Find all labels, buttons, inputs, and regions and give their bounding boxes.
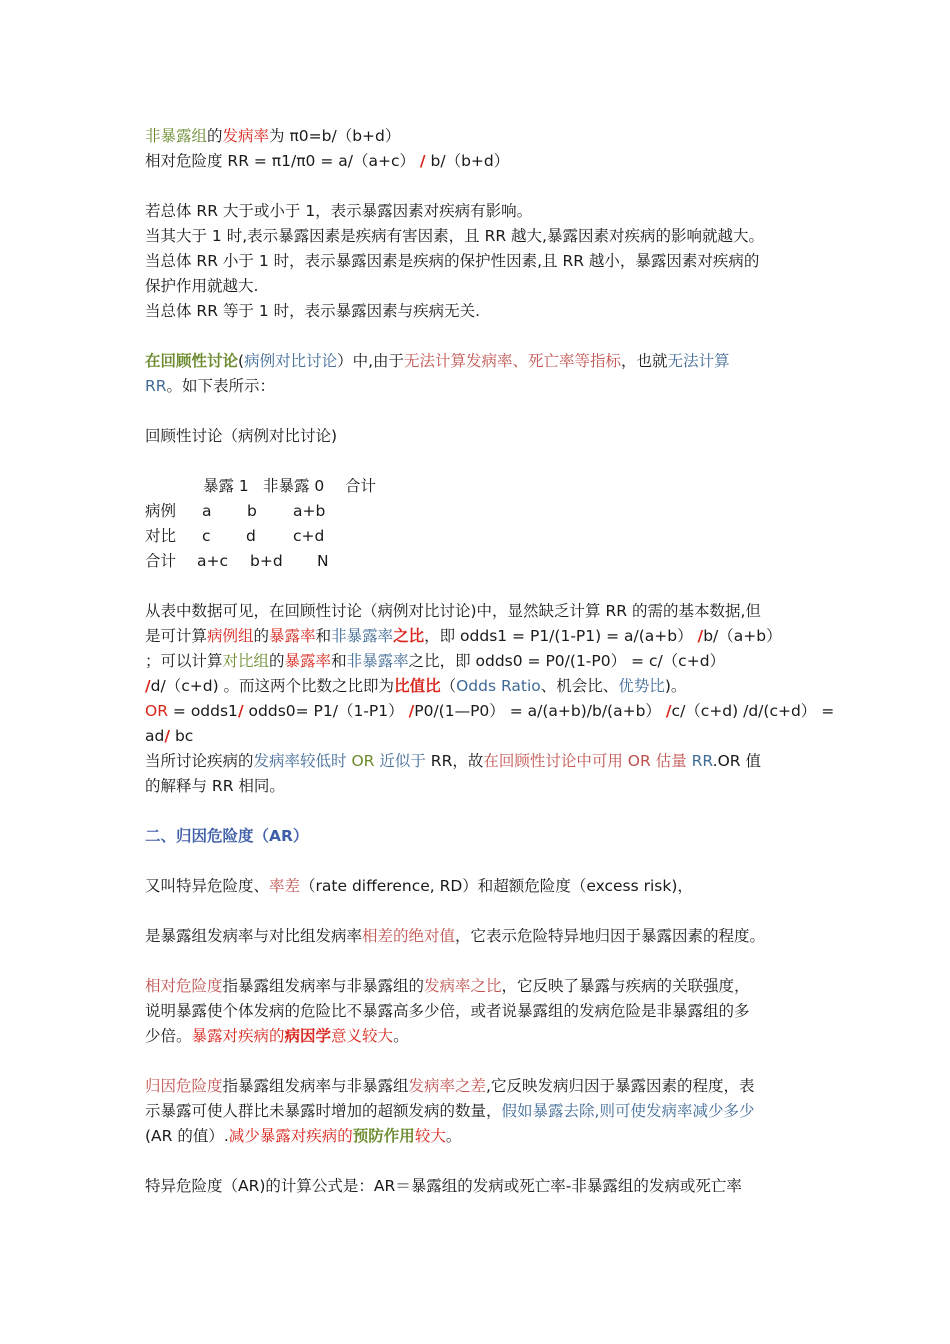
line-odds-ratio-def: [145, 674, 686, 699]
text-run: /: [419, 152, 426, 170]
line-rr-explanation-end: [145, 1024, 409, 1049]
text-run: 之比: [393, 627, 425, 645]
text-run: ad: [145, 727, 165, 745]
text-run: 无法计算发病率、死亡率等指标: [404, 352, 622, 370]
text-run: 近似于: [379, 752, 426, 770]
text-run: 说明暴露使个体发病的危险比不暴露高多少倍，或者说暴露组的发病危险是非暴露组的多: [145, 1002, 750, 1020]
text-run: 之比，即 odds0 = P0/(1-P0） = c/（c+d）: [408, 652, 726, 670]
line-table-analysis: [145, 599, 761, 624]
line-rr-explanation-cont: [145, 999, 750, 1024]
text-run: 病例对比讨论: [244, 352, 338, 370]
line-ar-definition: [145, 924, 765, 949]
line-or-estimate: [145, 749, 761, 774]
line-ar-formula: [145, 1174, 742, 1199]
section-heading-ar: [145, 824, 308, 849]
text-run: c/（c+d) /d/(c+d） =: [671, 702, 835, 720]
text-run: 估量: [655, 752, 687, 770]
text-run: 当其大于 1 时,表示暴露因素是疾病有害因素，且 RR 越大,暴露因素对疾病的影响就越大。: [145, 227, 764, 245]
text-run: 无法计算: [667, 352, 730, 370]
line-rr-equal: [145, 299, 480, 324]
text-run: 病例组: [207, 627, 254, 645]
table-caption: [145, 424, 337, 449]
line-rr-greater: [145, 224, 764, 249]
line-ar-explanation: [145, 1074, 754, 1099]
text-run: ，故: [452, 752, 484, 770]
text-run: ；可以计算: [145, 652, 223, 670]
text-run: 。: [445, 1127, 462, 1145]
text-run: RR: [145, 377, 167, 395]
line-ar-explanation-cont: [145, 1099, 754, 1124]
table-row-label: 对比: [145, 527, 177, 545]
text-run: d/（c+d) 。而这两个比数之比即为: [150, 677, 395, 695]
text-run: .OR 值: [712, 752, 761, 770]
text-run: OR: [145, 702, 168, 720]
text-run: 二、归因危险度（AR）: [145, 827, 309, 845]
table-cell: a: [202, 502, 212, 520]
table-header-cell: 合计: [345, 477, 377, 495]
text-run: 非暴露组: [145, 127, 208, 145]
text-run: 在回顾性讨论: [145, 352, 239, 370]
text-run: 是可计算: [145, 627, 208, 645]
line-ar-aliases: [145, 874, 693, 899]
text-run: 的: [269, 652, 285, 670]
line-rr-less: [145, 249, 759, 274]
line-nonexposed-rate: [145, 124, 400, 149]
text-run: /: [665, 702, 672, 720]
text-run: OR: [622, 752, 656, 770]
line-rr-explanation: [145, 974, 750, 999]
text-run: ，它反映了暴露与疾病的关联强度，: [501, 977, 750, 995]
table-cell: a+c: [197, 552, 229, 570]
text-run: 暴露率: [284, 652, 332, 670]
text-run: /: [145, 677, 151, 695]
text-run: 发病率之比: [424, 977, 502, 995]
text-run: 是暴露组发病率与对比组发病率: [145, 927, 363, 945]
text-run: 暴露对疾病的: [191, 1027, 285, 1045]
text-run: 非暴露率: [331, 627, 394, 645]
text-run: 假如暴露去除,则可使发病率减少多少: [501, 1102, 755, 1120]
line-or-estimate-cont: [145, 774, 285, 799]
text-run: 又叫特异危险度、: [145, 877, 270, 895]
text-run: 当所讨论疾病的: [145, 752, 254, 770]
text-run: ，也就: [621, 352, 668, 370]
table-cell: N: [317, 552, 329, 570]
text-run: /: [408, 702, 415, 720]
table-cell: b: [247, 502, 257, 520]
text-run: 。如下表所示：: [166, 377, 276, 395]
text-run: 回顾性讨论（病例对比讨论): [145, 427, 338, 445]
text-run: 对比组: [222, 652, 270, 670]
text-run: )。: [664, 677, 687, 695]
text-run: 从表中数据可见，在回顾性讨论（病例对比讨论)中，显然缺乏计算 RR 的需的基本数据,但: [145, 602, 761, 620]
text-run: 指暴露组发病率与非暴露组的: [222, 977, 425, 995]
text-run: 的解释与 RR 相同。: [145, 777, 285, 795]
line-retrospective-cont: [145, 374, 275, 399]
line-odds0: [145, 649, 725, 674]
table-header-cell: 暴露 1: [203, 477, 249, 495]
text-run: 示暴露可使人群比未暴露时增加的超额发病的数量，: [145, 1102, 502, 1120]
text-run: （rate difference, RD）和超额危险度（excess risk)，: [300, 877, 693, 895]
text-run: 当总体 RR 小于 1 时，表示暴露因素是疾病的保护性因素,且 RR 越小，暴露因素对疾病的: [145, 252, 760, 270]
text-run: 发病率较低时: [253, 752, 347, 770]
text-run: ,它反映发病归因于暴露因素的程度，表: [486, 1077, 755, 1095]
text-run: 当总体 RR 等于 1 时，表示暴露因素与疾病无关.: [145, 302, 481, 320]
text-run: b/（b+d）: [425, 152, 510, 170]
text-run: 非暴露率: [346, 652, 409, 670]
text-run: 优势比: [618, 677, 665, 695]
text-run: ）中,由于: [337, 352, 405, 370]
text-run: 在回顾性讨论中可用: [483, 752, 623, 770]
text-run: 比值比: [394, 677, 441, 695]
table-cell: c+d: [293, 527, 325, 545]
text-run: 和: [331, 652, 347, 670]
text-run: 减少暴露对疾病的: [228, 1127, 353, 1145]
text-run: ，即 odds1 = P1/(1-P1) = a/(a+b）: [424, 627, 698, 645]
text-run: 相对危险度: [145, 977, 223, 995]
text-run: （: [440, 677, 457, 695]
text-run: RR: [425, 752, 453, 770]
line-or-formula: [145, 699, 834, 724]
text-run: RR: [686, 752, 713, 770]
line-or-formula-cont: [145, 724, 193, 749]
text-run: bc: [170, 727, 194, 745]
table-row-label: 合计: [145, 552, 177, 570]
table-cell: a+b: [293, 502, 326, 520]
text-run: OR: [346, 752, 380, 770]
text-run: 少倍。: [145, 1027, 192, 1045]
text-run: (: [238, 352, 245, 370]
text-run: (AR 的值）.: [145, 1127, 229, 1145]
text-run: 预防作用: [352, 1127, 415, 1145]
text-run: 率差: [269, 877, 301, 895]
text-run: 发病率: [222, 127, 270, 145]
line-rr-formula: [145, 149, 509, 174]
text-run: 为 π0=b/（b+d）: [269, 127, 401, 145]
table-cell: c: [202, 527, 211, 545]
text-run: 、机会比、: [540, 677, 619, 695]
text-run: 归因危险度: [145, 1077, 223, 1095]
text-run: = odds1: [167, 702, 238, 720]
text-run: 的: [207, 127, 223, 145]
text-run: Odds Ratio: [456, 677, 541, 695]
line-odds1: [145, 624, 782, 649]
text-run: 指暴露组发病率与非暴露组: [222, 1077, 409, 1095]
text-run: 较大: [414, 1127, 446, 1145]
table-header-cell: 非暴露 0: [263, 477, 325, 495]
text-run: /: [164, 727, 171, 745]
text-run: 保护作用就越大.: [145, 277, 259, 295]
table-cell: b+d: [250, 552, 283, 570]
text-run: P0/(1—P0） = a/(a+b)/b/(a+b）: [414, 702, 666, 720]
text-run: 的: [253, 627, 270, 645]
text-run: 相对危险度 RR = π1/π0 = a/（a+c）: [145, 152, 420, 170]
text-run: 病因学: [284, 1027, 332, 1045]
text-run: 暴露率: [269, 627, 316, 645]
text-run: odds0= P1/（1-P1）: [243, 702, 409, 720]
line-retrospective: [145, 349, 730, 374]
text-run: 若总体 RR 大于或小于 1，表示暴露因素对疾病有影响。: [145, 202, 533, 220]
text-run: /: [697, 627, 704, 645]
line-rr-less-cont: [145, 274, 258, 299]
table-row-label: 病例: [145, 502, 177, 520]
table-cell: d: [246, 527, 256, 545]
text-run: 。: [393, 1027, 409, 1045]
text-run: b/（a+b）: [703, 627, 782, 645]
text-run: 和: [315, 627, 332, 645]
text-run: 特异危险度（AR)的计算公式是：AR＝暴露组的发病或死亡率-非暴露组的发病或死亡率: [145, 1177, 742, 1195]
text-run: 意义较大: [331, 1027, 394, 1045]
text-run: 相差的绝对值: [362, 927, 456, 945]
text-run: 发病率之差: [408, 1077, 487, 1095]
text-run: /: [237, 702, 244, 720]
text-run: ，它表示危险特异地归因于暴露因素的程度。: [455, 927, 766, 945]
line-ar-explanation-end: [145, 1124, 461, 1149]
line-rr-meaning: [145, 199, 532, 224]
